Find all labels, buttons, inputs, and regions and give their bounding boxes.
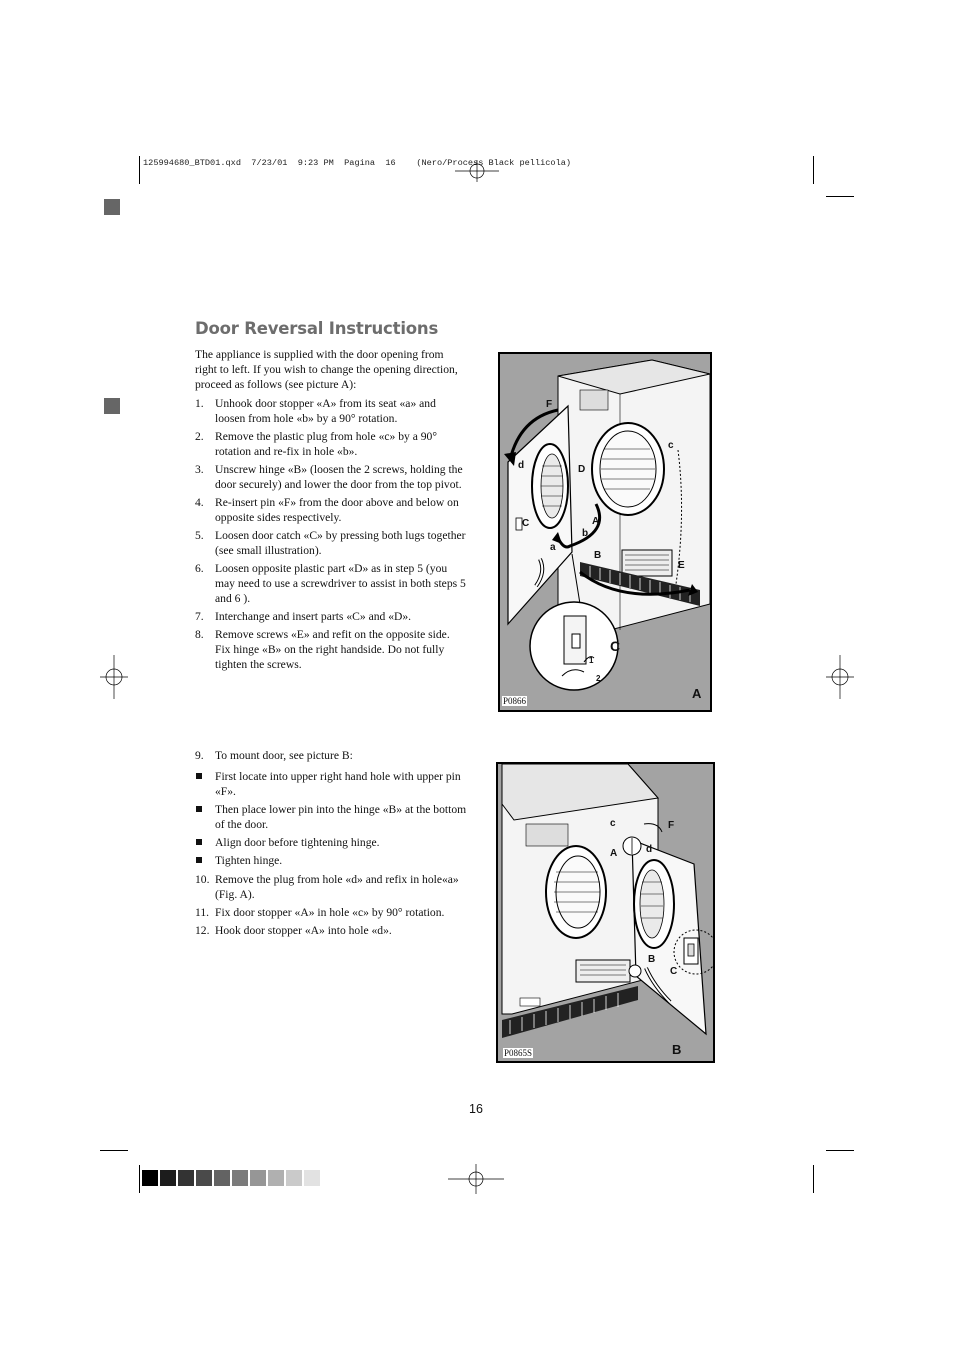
color-swatch bbox=[250, 1170, 266, 1186]
intro-paragraph: The appliance is supplied with the door opening from right to left. If you wish to change the opening direction, proceed as follows (see picture A): bbox=[195, 348, 458, 391]
label-A: A bbox=[610, 848, 618, 859]
figure-letter: B bbox=[672, 1042, 682, 1057]
list-item: 3. Unscrew hinge «B» (loosen the 2 screws, holding the door securely) and lower the door from the top pivot. bbox=[195, 463, 463, 491]
page-number: 16 bbox=[469, 1102, 483, 1116]
list-item: 9. To mount door, see picture B: bbox=[195, 749, 353, 762]
list-item: First locate into upper right hand hole with upper pin «F». bbox=[195, 769, 467, 799]
registration-mark-icon bbox=[100, 655, 128, 699]
list-item: 1. Unhook door stopper «A» from its seat «a» and loosen from hole «b» by a 90° rotation. bbox=[195, 397, 436, 425]
label-1: 1 bbox=[589, 656, 594, 665]
bullet-list bbox=[195, 769, 467, 871]
registration-mark-icon bbox=[826, 655, 854, 699]
label-d: d bbox=[646, 844, 653, 855]
list-item: 10. Remove the plug from hole «d» and refix in hole«a» (Fig. A). bbox=[195, 873, 459, 901]
list-item: 6. Loosen opposite plastic part «D» as in step 5 (you may need to use a screwdriver to assist in both steps 5 and 6 ). bbox=[195, 562, 466, 605]
label-d: d bbox=[518, 460, 525, 471]
color-swatch bbox=[304, 1170, 320, 1186]
crop-mark bbox=[813, 1165, 814, 1193]
crop-mark bbox=[100, 1150, 128, 1151]
registration-mark-icon bbox=[455, 160, 499, 182]
figure-code: P0866 bbox=[503, 696, 527, 706]
list-item: 12. Hook door stopper «A» into hole «d». bbox=[195, 924, 392, 937]
margin-marker bbox=[104, 398, 120, 414]
crop-mark bbox=[826, 196, 854, 197]
list-item: 11. Fix door stopper «A» in hole «c» by 90° rotation. bbox=[195, 906, 445, 919]
list-item: 4. Re-insert pin «F» from the door above and below on opposite sides respectively. bbox=[195, 496, 459, 524]
crop-mark bbox=[813, 156, 814, 184]
label-2: 2 bbox=[596, 674, 601, 683]
crop-mark bbox=[826, 1150, 854, 1151]
color-swatch bbox=[286, 1170, 302, 1186]
page-title: Door Reversal Instructions bbox=[195, 319, 439, 338]
label-c: c bbox=[610, 818, 616, 829]
label-B: B bbox=[594, 550, 602, 561]
list-item: 5. Loosen door catch «C» by pressing both lugs together (see small illustration). bbox=[195, 529, 466, 557]
bullet-icon bbox=[196, 806, 202, 812]
figure-letter: A bbox=[692, 686, 702, 701]
list-item: Align door before tightening hinge. bbox=[195, 835, 467, 850]
label-A: A bbox=[592, 516, 600, 527]
figure-b-drawing bbox=[498, 764, 713, 1061]
inset-label-C: C bbox=[610, 638, 621, 654]
steps-list-b bbox=[195, 872, 467, 941]
registration-mark-icon bbox=[448, 1164, 504, 1194]
crop-mark bbox=[139, 156, 140, 184]
list-item: 7. Interchange and insert parts «C» and «D». bbox=[195, 610, 412, 623]
color-swatch bbox=[178, 1170, 194, 1186]
steps-list-a bbox=[195, 396, 467, 675]
label-B: B bbox=[648, 954, 656, 965]
color-swatch bbox=[160, 1170, 176, 1186]
label-c: c bbox=[668, 440, 674, 451]
label-a: a bbox=[550, 542, 556, 553]
slug-line: 125994680_BTD01.qxd 7/23/01 9:23 PM Pagina 16 (Nero/Process Black pellicola) bbox=[143, 158, 572, 168]
label-C: C bbox=[670, 966, 678, 977]
steps-list-9 bbox=[195, 748, 467, 766]
figure-code: P0865S bbox=[504, 1048, 533, 1058]
color-swatch bbox=[196, 1170, 212, 1186]
label-D: D bbox=[578, 464, 586, 475]
margin-marker bbox=[104, 199, 120, 215]
bullet-icon bbox=[196, 839, 202, 845]
bullet-icon bbox=[196, 773, 202, 779]
color-swatch bbox=[142, 1170, 158, 1186]
figure-b bbox=[496, 762, 715, 1063]
label-F: F bbox=[546, 399, 553, 410]
bullet-icon bbox=[196, 857, 202, 863]
list-item: Tighten hinge. bbox=[195, 853, 467, 868]
crop-mark bbox=[139, 1165, 140, 1193]
color-swatch bbox=[214, 1170, 230, 1186]
list-item: Then place lower pin into the hinge «B» at the bottom of the door. bbox=[195, 802, 467, 832]
list-item: 2. Remove the plastic plug from hole «c» by a 90° rotation and re-fix in hole «b». bbox=[195, 430, 437, 458]
figure-a-drawing bbox=[500, 354, 710, 710]
list-item: 8. Remove screws «E» and refit on the opposite side. Fix hinge «B» on the right handside. Do not fully tighten the screws. bbox=[195, 628, 450, 671]
figure-a bbox=[498, 352, 712, 712]
label-E: E bbox=[678, 560, 685, 571]
color-swatch bbox=[268, 1170, 284, 1186]
color-swatch bbox=[232, 1170, 248, 1186]
label-C: C bbox=[522, 518, 530, 529]
label-b: b bbox=[582, 528, 589, 539]
label-F: F bbox=[668, 820, 675, 831]
